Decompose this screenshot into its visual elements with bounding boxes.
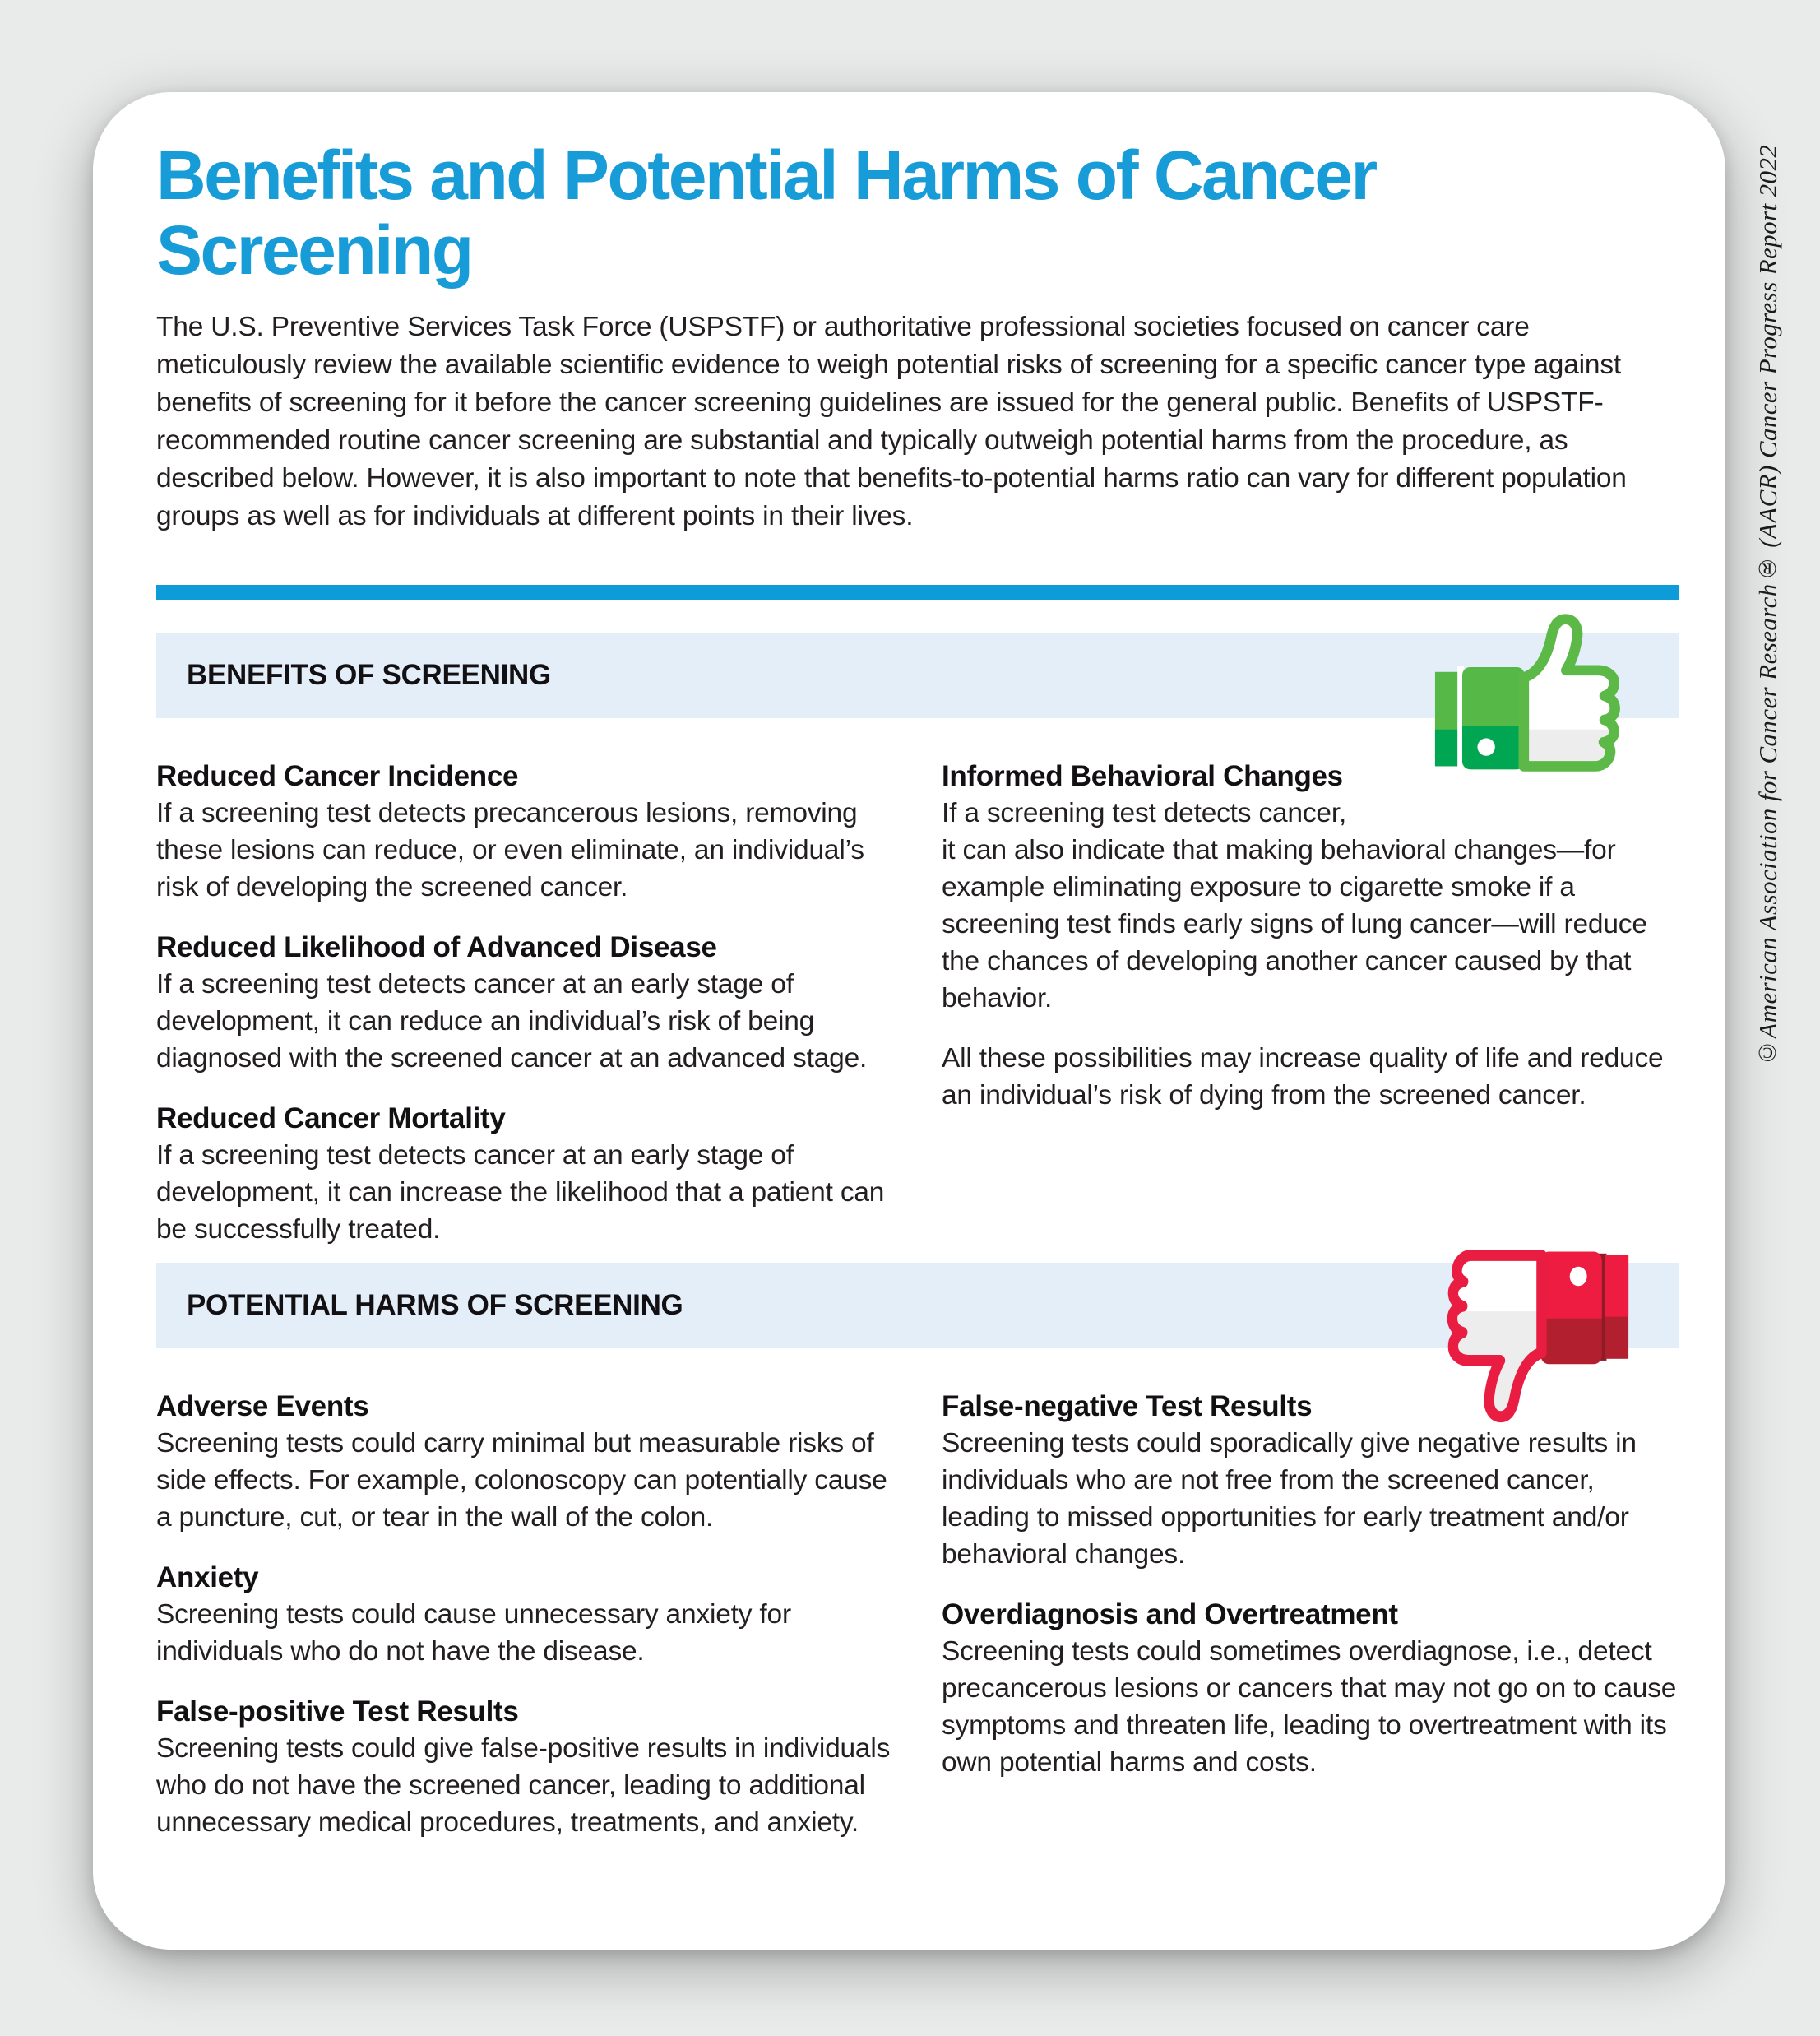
benefit-item-heading: Reduced Cancer Mortality [156,1102,506,1135]
harms-right-column [942,1388,1679,1841]
harm-item [156,1559,906,1670]
harm-item-body: Screening tests could sometimes overdiagnose, i.e., detect precancerous lesions or cancers that may not go on to cause symptoms and threaten life, leading to overtreatment with its own potential harms and costs. [942,1636,1677,1779]
harms-columns [156,1388,1679,1841]
benefit-item [156,1100,906,1248]
copyright-credit: ©American Association for Cancer Research® (AACR) Cancer Progress Report 2022 [1753,144,1782,1068]
thumbs-down-icon [1434,1243,1630,1427]
harm-item [156,1388,906,1536]
benefit-item-heading: Informed Behavioral Changes [942,760,1343,793]
card-content [93,92,1725,1841]
harm-item-body: Screening tests could cause unnecessary anxiety for individuals who do not have the disease. [156,1599,791,1667]
report-card [93,92,1725,1950]
harm-item-heading: Anxiety [156,1561,259,1594]
harms-header-band [156,1263,1679,1348]
harm-item-body: Screening tests could carry minimal but measurable risks of side effects. For example, colonoscopy can potentially cause a puncture, cut, or tear in the wall of the colon. [156,1428,887,1533]
page-title: Benefits and Potential Harms of Cancer Screening [156,137,1376,289]
harm-item-body: Screening tests could give false-positive results in individuals who do not have the screened cancer, leading to additional unnecessary medical procedures, treatments, and anxiety. [156,1733,891,1839]
benefits-section [156,633,1679,1248]
harm-item-heading: False-negative Test Results [942,1390,1313,1423]
benefit-item [156,758,906,906]
harm-item-body: Screening tests could sporadically give negative results in individuals who are not free from the screened cancer, leading to missed opportunities for early treatment and/or behavioral changes. [942,1428,1637,1570]
benefits-header-band [156,633,1679,718]
benefit-item [156,929,906,1077]
harm-item [156,1693,906,1841]
intro-paragraph: The U.S. Preventive Services Task Force (USPSTF) or authoritative professional societies focused on cancer care meticulously review the available scientific evidence to weigh potential risks of screening for a specific cancer type against benefits of screening for it before the cancer screening guidelines are issued for the general public. Benefits of USPSTF-recommended routine cancer screening are substantial and typically outweigh potential harms from the procedure, as described below. However, it is also important to note that benefits-to-potential harms ratio can vary for different population groups as well as for individuals at different points in their lives. [156,312,1627,532]
thumbs-up-icon [1433,610,1633,777]
benefits-columns [156,758,1679,1248]
harms-header: POTENTIAL HARMS OF SCREENING [187,1289,683,1322]
harm-item [942,1596,1679,1781]
harms-left-column [156,1388,906,1841]
harm-item-heading: Overdiagnosis and Overtreatment [942,1598,1398,1631]
benefit-item-body: If a screening test detects cancer at an early stage of development, it can increase the likelihood that a patient can be successfully treated. [156,1140,885,1245]
benefits-right-column [942,758,1679,1248]
benefit-item-heading: Reduced Likelihood of Advanced Disease [156,931,717,964]
benefits-header: BENEFITS OF SCREENING [187,659,551,692]
benefit-item [942,758,1679,1017]
benefit-item-heading: Reduced Cancer Incidence [156,760,519,793]
benefits-left-column [156,758,906,1248]
blue-divider [156,585,1679,600]
harm-item-heading: Adverse Events [156,1390,369,1423]
benefits-summary-note: All these possibilities may increase quality of life and reduce an individual’s risk of dying from the screened cancer. [942,1043,1664,1111]
benefit-item-body: If a screening test detects precancerous lesions, removing these lesions can reduce, or even eliminate, an individual’s risk of developing the screened cancer. [156,798,864,903]
benefit-item-body: If a screening test detects cancer, it can also indicate that making behavioral changes—for example eliminating exposure to cigarette smoke if a screening test finds early signs of lung cancer—will reduce the chances of developing another cancer caused by that behavior. [942,798,1647,1014]
harms-section [156,1263,1679,1841]
harm-item-heading: False-positive Test Results [156,1695,519,1728]
benefit-item-body: If a screening test detects cancer at an early stage of development, it can reduce an individual’s risk of being diagnosed with the screened cancer at an advanced stage. [156,969,868,1074]
